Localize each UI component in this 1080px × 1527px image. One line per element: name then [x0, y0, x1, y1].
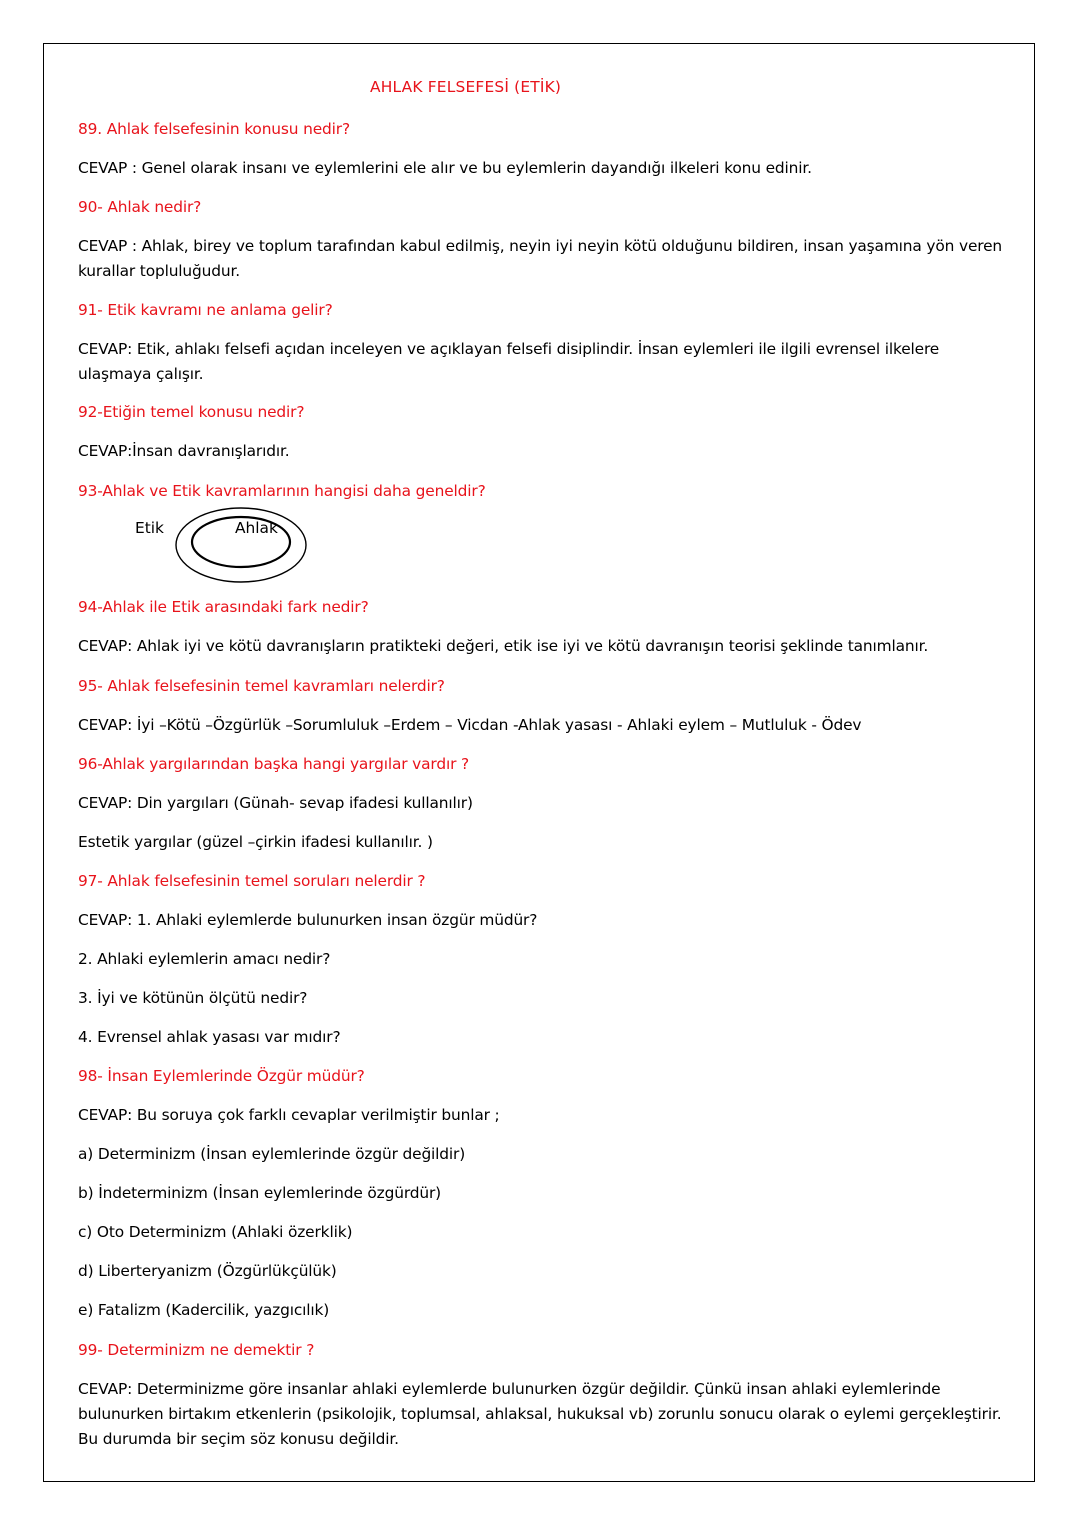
answer-98-item-a: a) Determinizm (İnsan eylemlerinde özgür değildir) [78, 1145, 466, 1163]
ahlak-label: Ahlak [235, 519, 278, 537]
question-95: 95- Ahlak felsefesinin temel kavramları nelerdir? [78, 677, 445, 695]
answer-98-item-e: e) Fatalizm (Kadercilik, yazgıcılık) [78, 1301, 330, 1319]
answer-98-item-d: d) Liberteryanizm (Özgürlükçülük) [78, 1262, 337, 1280]
question-98: 98- İnsan Eylemlerinde Özgür müdür? [78, 1067, 365, 1085]
answer-97-item-2: 2. Ahlaki eylemlerin amacı nedir? [78, 950, 331, 968]
answer-91-line-2: ulaşmaya çalışır. [78, 365, 204, 383]
answer-98-item-c: c) Oto Determinizm (Ahlaki özerklik) [78, 1223, 353, 1241]
question-96: 96-Ahlak yargılarından başka hangi yargılar vardır ? [78, 755, 470, 773]
answer-97-item-4: 4. Evrensel ahlak yasası var mıdır? [78, 1028, 341, 1046]
question-92: 92-Etiğin temel konusu nedir? [78, 403, 305, 421]
answer-96-line-1: CEVAP: Din yargıları (Günah- sevap ifadesi kullanılır) [78, 794, 473, 812]
answer-95: CEVAP: İyi –Kötü –Özgürlük –Sorumluluk –Erdem – Vicdan -Ahlak yasası - Ahlaki eylem – Mutluluk - Ödev [78, 716, 862, 734]
question-90: 90- Ahlak nedir? [78, 198, 202, 216]
page-title: AHLAK FELSEFESİ (ETİK) [370, 78, 562, 96]
answer-89: CEVAP : Genel olarak insanı ve eylemlerini ele alır ve bu eylemlerin dayandığı ilkeleri konu edinir. [78, 159, 812, 177]
answer-94: CEVAP: Ahlak iyi ve kötü davranışların pratikteki değeri, etik ise iyi ve kötü davranışın teorisi şeklinde tanımlanır. [78, 637, 929, 655]
question-94: 94-Ahlak ile Etik arasındaki fark nedir? [78, 598, 369, 616]
etik-label: Etik [135, 519, 164, 537]
answer-99-line-3: Bu durumda bir seçim söz konusu değildir. [78, 1430, 399, 1448]
answer-90-line-1: CEVAP : Ahlak, birey ve toplum tarafından kabul edilmiş, neyin iyi neyin kötü olduğunu bildiren, insan yaşamına yön veren [78, 237, 1003, 255]
answer-92: CEVAP:İnsan davranışlarıdır. [78, 442, 290, 460]
answer-98-item-b: b) İndeterminizm (İnsan eylemlerinde özgürdür) [78, 1184, 441, 1202]
answer-90-line-2: kurallar topluluğudur. [78, 262, 240, 280]
answer-97-item-3: 3. İyi ve kötünün ölçütü nedir? [78, 989, 308, 1007]
question-93: 93-Ahlak ve Etik kavramlarının hangisi daha geneldir? [78, 482, 486, 500]
question-89: 89. Ahlak felsefesinin konusu nedir? [78, 120, 350, 138]
question-97: 97- Ahlak felsefesinin temel soruları nelerdir ? [78, 872, 426, 890]
answer-98-intro: CEVAP: Bu soruya çok farklı cevaplar verilmiştir bunlar ; [78, 1106, 500, 1124]
answer-99-line-1: CEVAP: Determinizme göre insanlar ahlaki eylemlerde bulunurken özgür değildir. Çünkü insan ahlaki eylemlerinde [78, 1380, 941, 1398]
answer-96-line-2: Estetik yargılar (güzel –çirkin ifadesi kullanılır. ) [78, 833, 433, 851]
answer-97-item-1: CEVAP: 1. Ahlaki eylemlerde bulunurken insan özgür müdür? [78, 911, 538, 929]
question-91: 91- Etik kavramı ne anlama gelir? [78, 301, 333, 319]
answer-91-line-1: CEVAP: Etik, ahlakı felsefi açıdan inceleyen ve açıklayan felsefi disiplindir. İnsan eylemleri ile ilgili evrensel ilkelere [78, 340, 940, 358]
question-99: 99- Determinizm ne demektir ? [78, 1341, 315, 1359]
answer-99-line-2: bulunurken birtakım etkenlerin (psikolojik, toplumsal, ahlaksal, hukuksal vb) zorunlu sonucu olarak o eylemi gerçekleştirir. [78, 1405, 1002, 1423]
etik-ahlak-diagram [130, 507, 320, 587]
